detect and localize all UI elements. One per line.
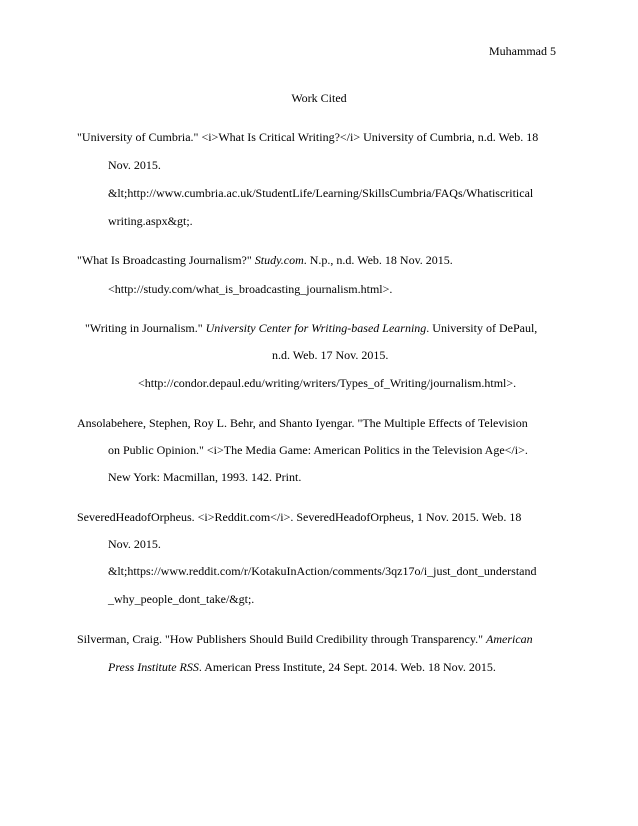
citation-line <box>85 321 537 335</box>
citation-text: n.d. Web. 17 Nov. 2015. <box>272 348 389 362</box>
citation-text: _why_people_dont_take/&gt;. <box>108 592 255 606</box>
citation-italic-text: Press Institute RSS <box>108 660 199 674</box>
citation-line <box>272 348 388 362</box>
citation-line <box>77 510 521 524</box>
citation-text: Nov. 2015. <box>108 158 161 172</box>
citation-line <box>108 282 392 296</box>
page-title: Work Cited <box>291 91 347 105</box>
citation-text: on Public Opinion." <i>The Media Game: American Politics in the Television Age</i>. <box>108 443 528 457</box>
citation-text: New York: Macmillan, 1993. 142. Print. <box>108 470 302 484</box>
citation-text: "Writing in Journalism." <box>85 321 206 335</box>
citation-text: . American Press Institute, 24 Sept. 2014. Web. 18 Nov. 2015. <box>198 660 496 674</box>
citation-line <box>77 253 453 267</box>
citation-line <box>108 537 161 551</box>
citation-text: "What Is Broadcasting Journalism?" <box>77 253 255 267</box>
citation-italic-text: American <box>486 632 533 646</box>
citation-text: . N.p., n.d. Web. 18 Nov. 2015. <box>303 253 453 267</box>
citation-text: Silverman, Craig. "How Publishers Should Build Credibility through Transparency." <box>77 632 487 646</box>
citation-line <box>138 376 516 390</box>
citation-line <box>108 592 254 606</box>
citation-text: &lt;https://www.reddit.com/r/KotakuInAction/comments/3qz17o/i_just_dont_understand <box>108 564 537 578</box>
citation-text: SeveredHeadofOrpheus. <i>Reddit.com</i>. SeveredHeadofOrpheus, 1 Nov. 2015. Web. 18 <box>77 510 522 524</box>
citation-italic-text: University Center for Writing-based Learning <box>205 321 427 335</box>
citation-text: "University of Cumbria." <i>What Is Critical Writing?</i> University of Cumbria, n.d. Web. 18 <box>77 130 539 144</box>
citation-text: <http://study.com/what_is_broadcasting_journalism.html>. <box>108 282 393 296</box>
citation-line <box>108 158 161 172</box>
citation-text: &lt;http://www.cumbria.ac.uk/StudentLife/Learning/SkillsCumbria/FAQs/Whatiscritical <box>108 186 534 200</box>
citation-line <box>77 416 528 430</box>
citation-line <box>108 470 301 484</box>
citation-text: Nov. 2015. <box>108 537 161 551</box>
citation-line <box>108 660 496 674</box>
citation-line <box>108 443 528 457</box>
citation-line <box>108 214 193 228</box>
citation-line <box>108 564 537 578</box>
citation-italic-text: Study.com <box>254 253 304 267</box>
citation-text: <http://condor.depaul.edu/writing/writers/Types_of_Writing/journalism.html>. <box>138 376 517 390</box>
citation-line <box>108 186 533 200</box>
citation-text: writing.aspx&gt;. <box>108 214 193 228</box>
citation-line <box>77 130 538 144</box>
citation-text: . University of DePaul, <box>426 321 538 335</box>
citation-text: Ansolabehere, Stephen, Roy L. Behr, and Shanto Iyengar. "The Multiple Effects of Television <box>77 416 528 430</box>
running-head: Muhammad 5 <box>489 44 556 58</box>
citation-line <box>77 632 533 646</box>
